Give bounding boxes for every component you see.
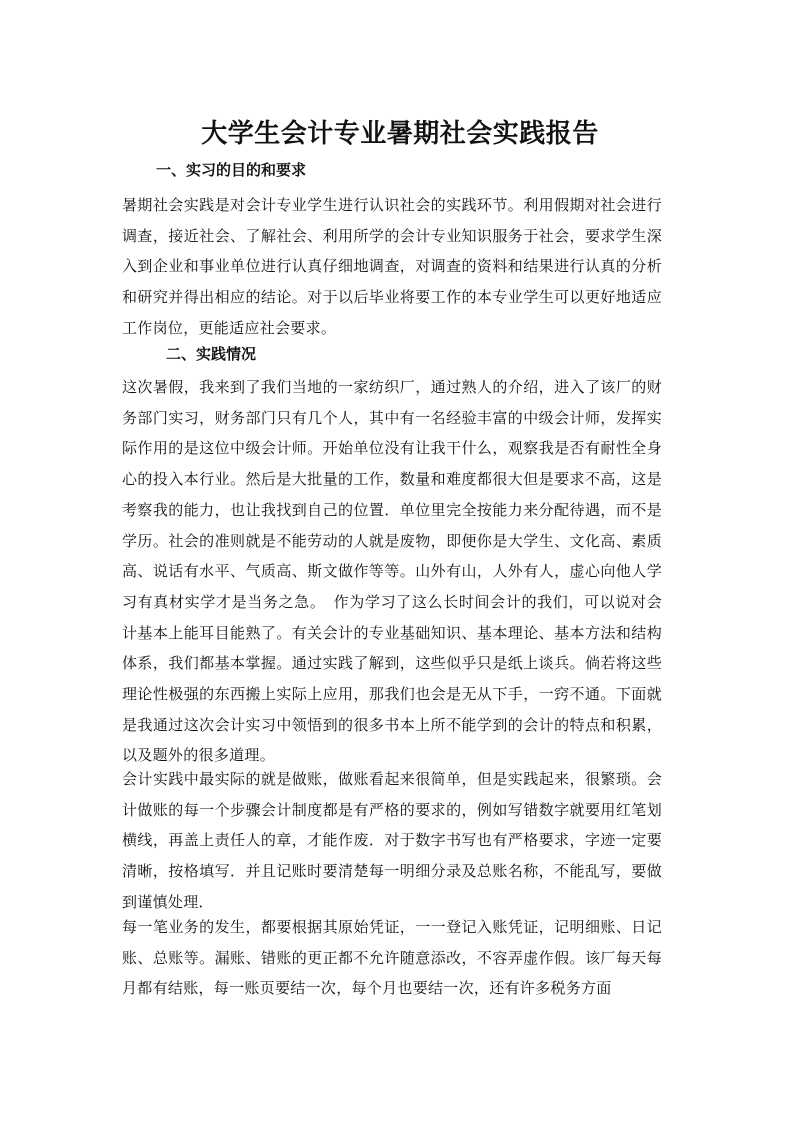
paragraph-purpose: 暑期社会实践是对会计专业学生进行认识社会的实践环节。利用假期对社会进行调查，接近社会、了解社会、利用所学的会计专业知识服务于社会，要求学生深入到企业和事业单位进行认真仔细地调查，对调查的资料和结果进行认真的分析和研究并得出相应的结论。对于以后毕业将要工作的本专业学生可以更好地适应工作岗位，更能适应社会要求。 bbox=[122, 196, 662, 337]
paragraph-transactions: 每一笔业务的发生，都要根据其原始凭证，一一登记入账凭证，记明细账、日记账、总账等。漏账、错账的更正都不允许随意添改，不容弄虚作假。该厂每天每月都有结账，每一账页要结一次，每个月也要结一次，还有许多税务方面 bbox=[122, 918, 662, 998]
section-heading-practice: 二、实践情况 bbox=[166, 345, 257, 363]
paragraph-practice-intro: 这次暑假，我来到了我们当地的一家纺织厂，通过熟人的介绍，进入了该厂的财务部门实习，财务部门只有几个人，其中有一名经验丰富的中级会计师，发挥实际作用的是这位中级会计师。开始单位没有让我干什么，观察我是否有耐性全身心的投入本行业。然后是大批量的工作，数量和难度都很大但是要求不高，这是考察我的能力，也让我找到自己的位置．单位里完全按能力来分配待遇，而不是学历。社会的准则就是不能劳动的人就是废物，即便你是大学生、文化高、素质高、说话有水平、气质高、斯文做作等等。山外有山，人外有人，虚心向他人学习有真材实学才是当务之急。 作为学习了这么长时间会计的我们，可以说对会计基本上能耳目能熟了。有关会计的专业基础知识、基本理论、基本方法和结构体系，我们都基本掌握。通过实践了解到，这些似乎只是纸上谈兵。倘若将这些理论性极强的东西搬上实际上应用，那我们也会是无从下手，一窍不通。下面就是我通过这次会计实习中领悟到的很多书本上所不能学到的会计的特点和积累，以及题外的很多道理。 bbox=[122, 378, 662, 765]
section-heading-purpose: 一、实习的目的和要求 bbox=[156, 161, 307, 179]
paragraph-bookkeeping: 会计实践中最实际的就是做账，做账看起来很简单，但是实践起来，很繁琐。会计做账的每一个步骤会计制度都是有严格的要求的，例如写错数字就要用红笔划横线，再盖上责任人的章，才能作废．对于数字书写也有严格要求，字迹一定要清晰，按格填写．并且记账时要清楚每一明细分录及总账名称，不能乱写，要做到谨慎处理． bbox=[122, 770, 662, 911]
document-title: 大学生会计专业暑期社会实践报告 bbox=[201, 119, 599, 149]
